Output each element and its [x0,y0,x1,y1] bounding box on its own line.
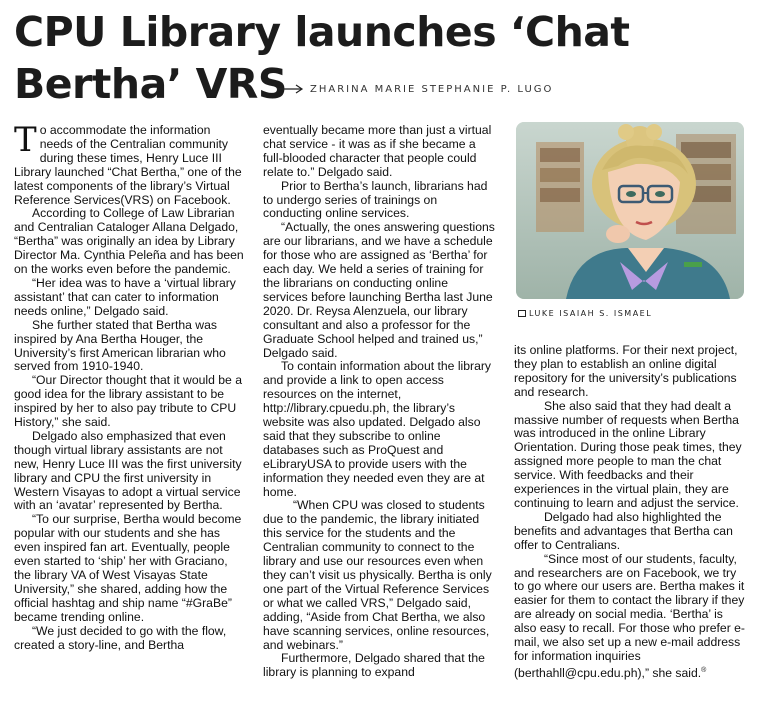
paragraph: “To our surprise, Bertha would become popular with our students and she has even inspired fan art. Eventually, people even started to ‘ship’ her with Graciano, the library VA of West Visayas State University,” she shared, adding how the official hashtag and ship name “#GraBe” became trending online. [14,512,242,624]
paragraph: Delgado had also highlighted the benefits and advantages that Bertha can offer to Centralians. [514,509,733,552]
paragraph: “Actually, the ones answering questions are our librarians, and we have a schedule for those who are assigned as ‘Bertha’ for each day. We held a series of training for the librarians on conducting online services before launching Bertha last June 2020. Dr. Reysa Alenzuela, our library consultant and also a professor for the Graduate School helped and trained us,” Delgado said. [263,220,495,360]
drop-cap: T [14,120,37,160]
paragraph: “We just decided to go with the flow, created a story-line, and Bertha [14,623,227,652]
arrow-right-icon [276,84,304,94]
paragraph: eventually became more than just a virtual chat service - it was as if she became a full-blooded character that people could relate to.” Delgado said. [263,123,492,179]
paragraph: Prior to Bertha’s launch, librarians had to undergo series of trainings on conducting online services. [263,178,488,221]
paragraph: Delgado also emphasized that even though virtual library assistants are not new, Henry Luce III was the first university library and CPU the first university in Western Visayas to adopt a virtual service with an ‘avatar’ represented by Bertha. [14,428,242,513]
headline: CPU Library launches ‘Chat Bertha’ VRS [14,8,630,108]
byline [276,84,553,95]
bertha-illustration [516,122,744,299]
article-column-3 [514,344,746,681]
paragraph: “Our Director thought that it would be a good idea for the library assistant to be inspired by her to also pay tribute to CPU History,” she said. [14,373,243,430]
paragraph: its online platforms. For their next project, they plan to establish an online digital repository for the university’s publications and research. [514,343,738,399]
article-column-1 [14,120,246,652]
paragraph: “When CPU was closed to students due to the pandemic, the library initiated this service for the students and the Centralian community to connect to the library and use our resources even when they can’t visit us physically. Bertha is only one part of the Virtual Reference Services or what we called VRS,” Delgado said, adding, “Aside from Chat Bertha, we also have scanning services, online resources, and webinars.” [263,498,492,652]
end-mark-icon: ® [701,666,707,674]
paragraph: She further stated that Bertha was inspired by Ana Bertha Houger, the University’s first American librarian who served from 1910-1940. [14,317,226,374]
paragraph: “Her idea was to have a ‘virtual library assistant’ that can cater to information needs online,” Delgado said. [14,275,236,318]
bertha-avatar-image [516,122,744,299]
paragraph: To accommodate the information needs of the Centralian community during these times, Henry Luce III Library launched “Chat Bertha,” one of the latest components of the library’s Virtual Reference Services(VRS) on Facebook. [14,120,242,207]
paragraph: She also said that they had dealt a massive number of requests when Bertha was introduced in the online Library Orientation. During those peak times, they assigned more people to man the chat service. With feedbacks and their experiences in the virtual plain, they are continuing to learn and adjust the service. [514,398,742,510]
photo-credit: LUKE ISAIAH S. ISMAEL [518,309,652,318]
paragraph: Furthermore, Delgado shared that the library is planning to expand [263,651,485,680]
paragraph: “Since most of our students, faculty, and researchers are on Facebook, we try to go where our users are. Bertha makes it easier for them to contact the library if they are already on social media. ‘Bertha’ is also easy to recall. For those who prefer e-mail, we also set up a new e-mail address for information inquiries (berthahll@cpu.edu.ph),” she said.® [514,551,745,680]
paragraph: To contain information about the library and provide a link to open access resources on the internet, http://library.cpuedu.ph, the library’s website was also updated. Delgado also said that they subscribe to online databases such as ProQuest and eLibraryUSA to provide users with the information they needed even they are at home. [263,359,492,499]
camera-icon [518,310,526,317]
article-column-2 [263,124,495,680]
paragraph: According to College of Law Librarian and Centralian Cataloger Allana Delgado, “Bertha” was originally an idea by Library Director Ma. Cynthia Peleña and has been on the works even before the pandemic. [14,206,244,277]
byline-author: ZHARINA MARIE STEPHANIE P. LUGO [310,84,554,95]
